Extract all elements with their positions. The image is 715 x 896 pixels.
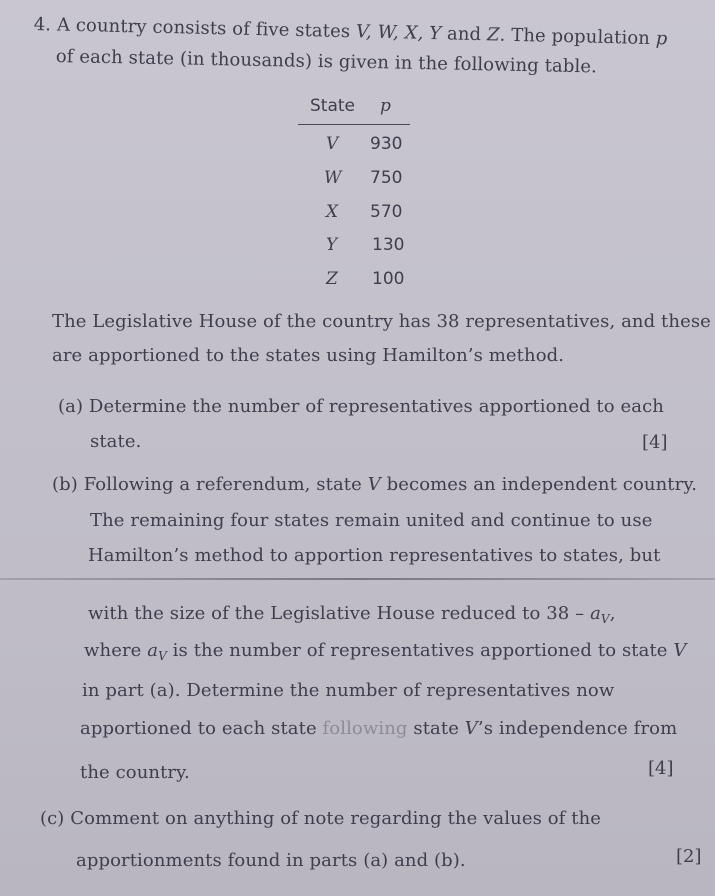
paragraph-line2: are apportioned to the states using Hamilton’s method. [52,345,565,366]
question-intro-line2: of each state (in thousands) is given in the following table. [55,46,598,78]
part-c-line2: apportionments found in parts (a) and (b). [76,850,466,871]
table-row: V 930 [326,134,403,154]
part-c-label: (c) [40,808,65,829]
page-fold-divider [0,578,715,580]
part-b-marks: [4] [648,758,674,779]
table-header [298,96,410,125]
part-b-line5: where $a_V$ is the number of representatives apportioned to state V [84,640,687,663]
part-a-marks: [4] [642,432,668,453]
header-p: p [380,96,391,116]
table-row: W 750 [324,168,403,188]
part-a-label: (a) [58,396,84,417]
part-a-line1: (a) Determine the number of representatives apportioned to each [58,396,664,417]
part-b-label: (b) [52,474,78,495]
part-b-line2: The remaining four states remain united and continue to use [90,510,653,531]
part-b-line3: Hamilton’s method to apportion representatives to states, but [88,545,661,566]
part-b-line7: apportioned to each state following state V’s independence from [80,718,678,739]
part-b-line4: with the size of the Legislative House reduced to $38 - a_V$, [88,603,616,626]
part-c-line1: (c) Comment on anything of note regarding the values of the [40,808,602,829]
header-state: State [310,96,355,116]
part-a-line2: state. [90,431,142,452]
table-row: X 570 [326,202,403,222]
question-number: 4. [33,14,52,36]
table-row: Y 130 [326,235,405,255]
question-intro-line1: 4. A country consists of five states V, W, X, Y and Z. The population p [33,14,668,50]
part-b-line6: in part (a). Determine the number of representatives now [82,680,615,701]
part-b-line8: the country. [80,762,190,783]
part-b-line1: (b) Following a referendum, state V becomes an independent country. [52,474,698,495]
table-row: Z 100 [326,269,405,289]
paragraph-line1: The Legislative House of the country has 38 representatives, and these [52,311,711,332]
part-c-marks: [2] [676,846,702,867]
